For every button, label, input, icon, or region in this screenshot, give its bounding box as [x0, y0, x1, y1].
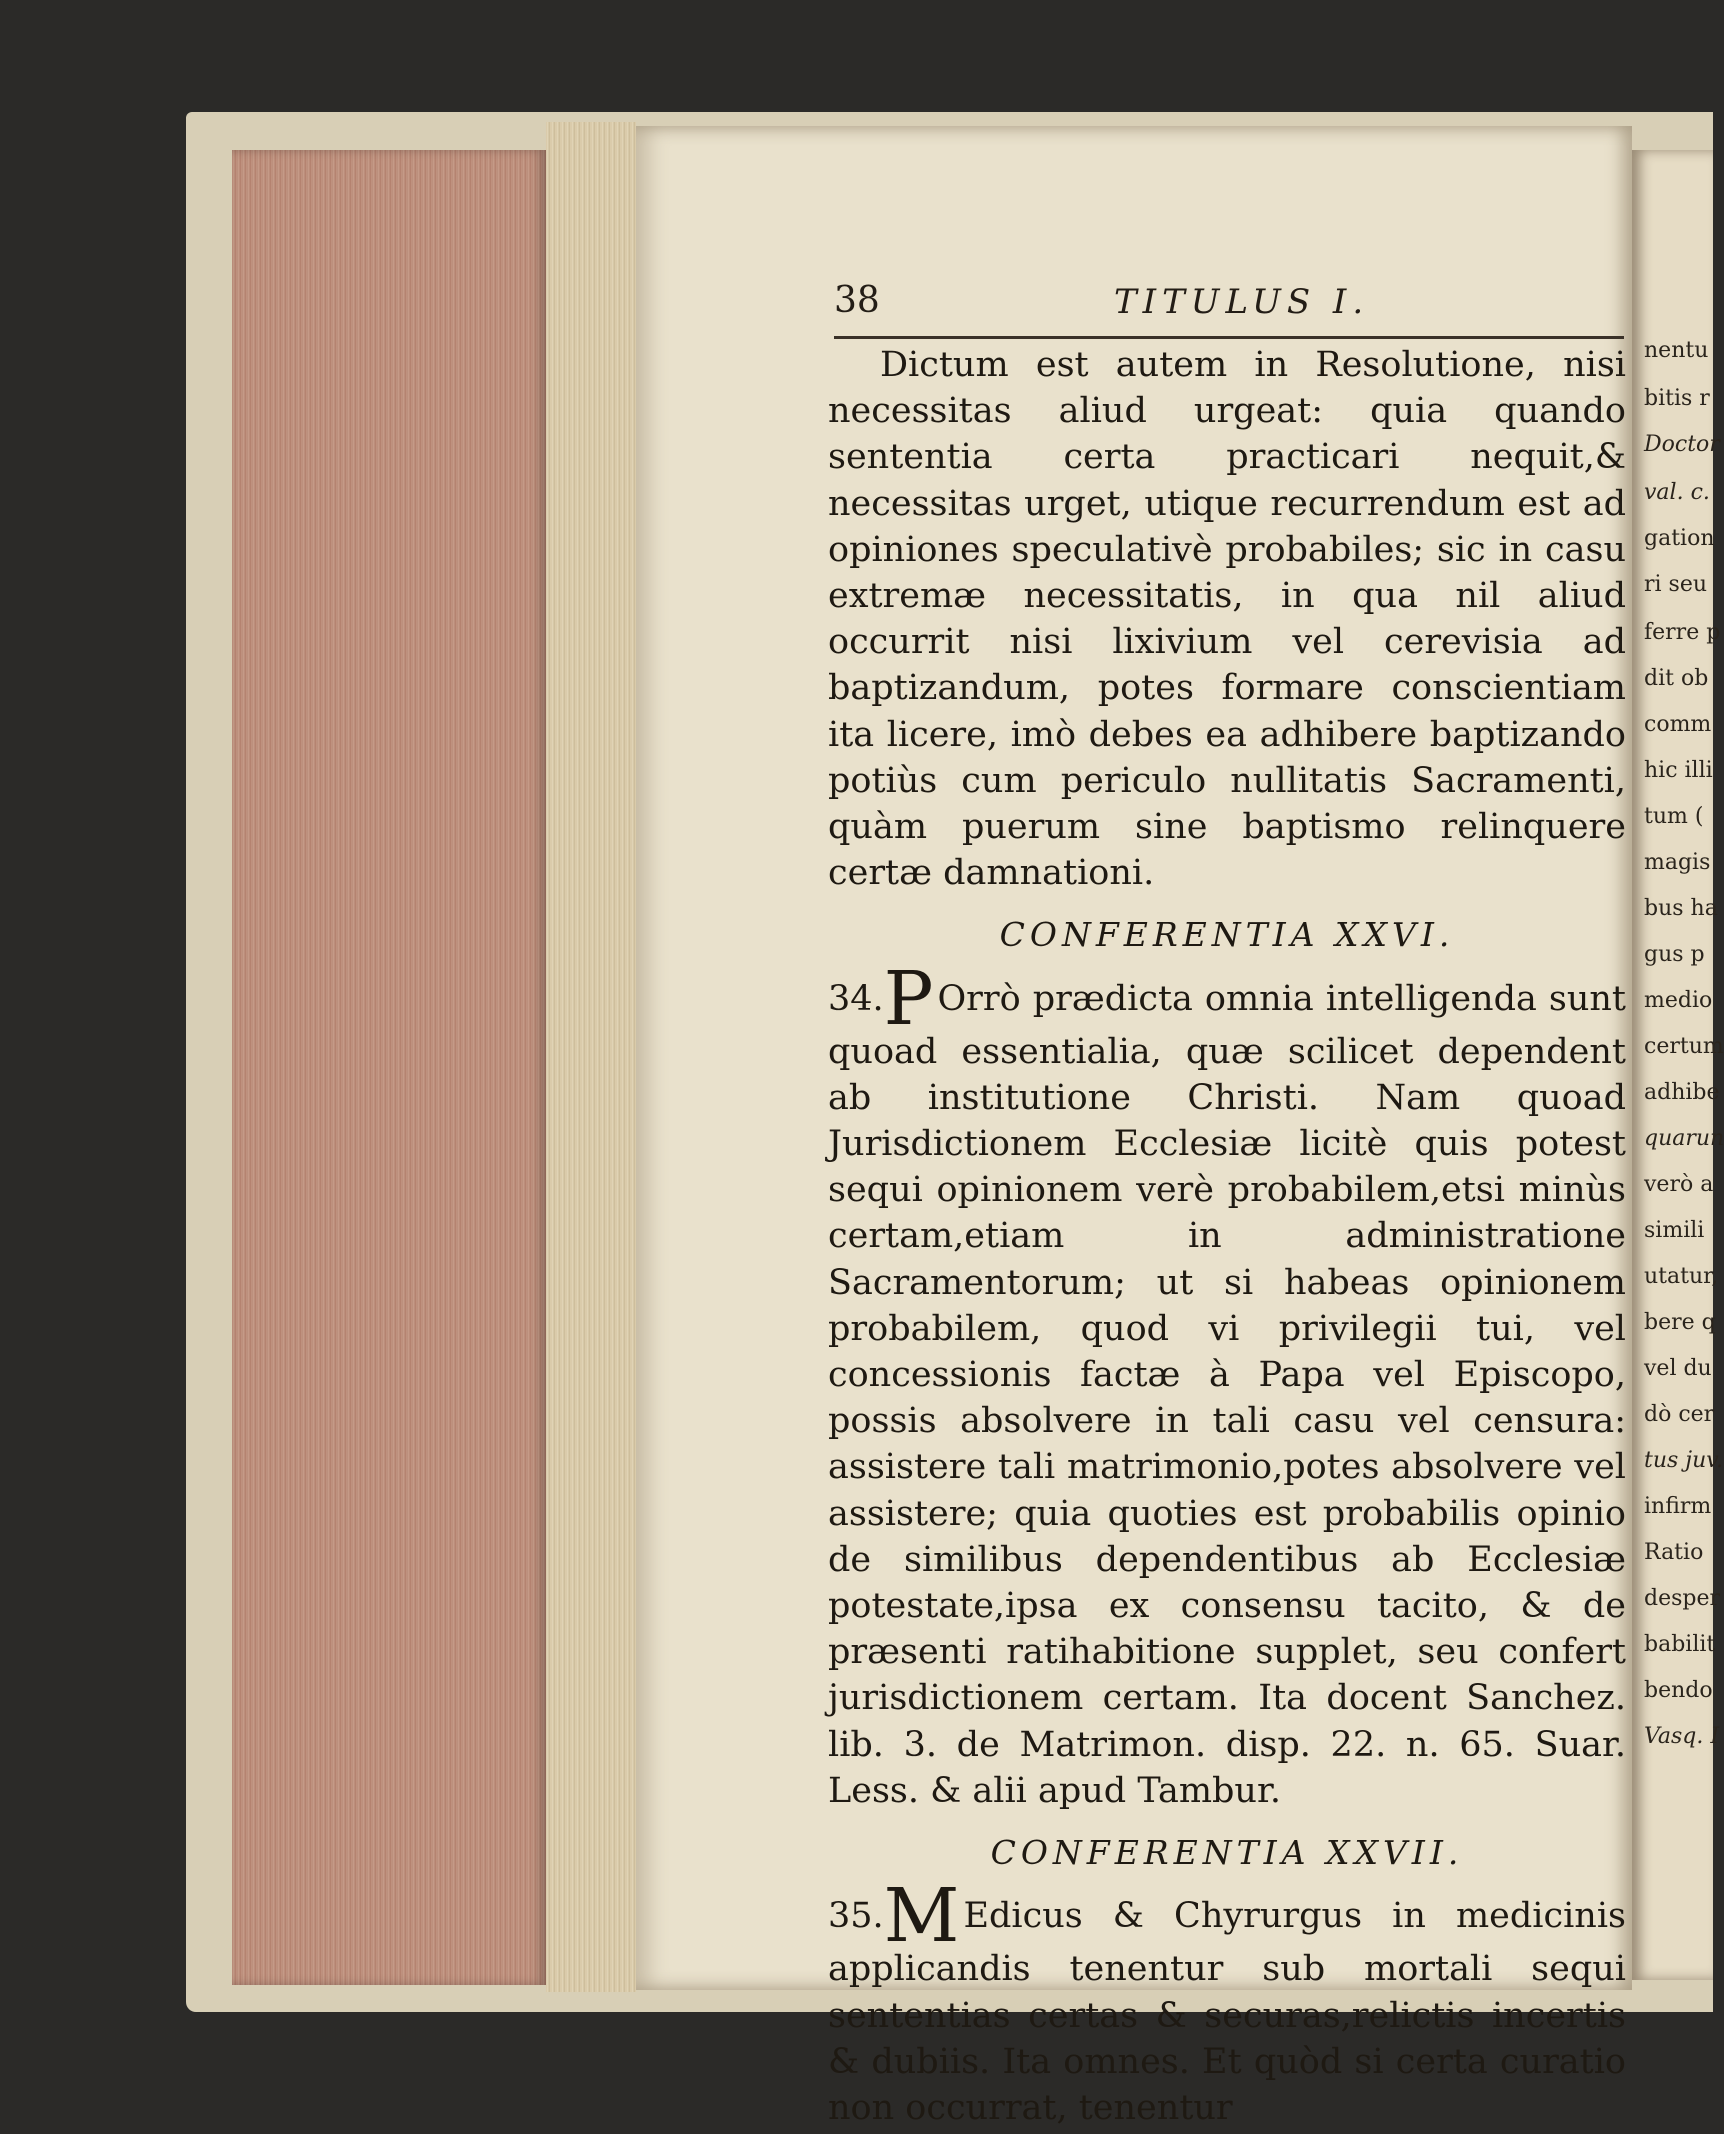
fragment-line: comm: [1644, 712, 1712, 737]
fragment-line: tum (: [1644, 804, 1704, 829]
fragment-line: bitis r: [1644, 386, 1710, 411]
fragment-line: Vasq. I: [1644, 1724, 1720, 1749]
fragment-line: certum: [1644, 1034, 1724, 1059]
fragment-line: nentu: [1644, 338, 1709, 363]
fragment-line: vel du: [1644, 1356, 1712, 1381]
fragment-line: simili: [1644, 1218, 1705, 1243]
fragment-line: infirm: [1644, 1494, 1712, 1519]
fragment-line: babilit: [1644, 1632, 1716, 1657]
fragment-line: magis: [1644, 850, 1711, 875]
fragment-line: dò cer: [1644, 1402, 1715, 1427]
fragment-line: ferre p: [1644, 620, 1721, 645]
fragment-line: utatur,: [1644, 1264, 1719, 1289]
page-block-edge: [546, 122, 636, 1992]
page-edges: [232, 150, 546, 1985]
fragment-line: bendo: [1644, 1678, 1713, 1703]
fragment-line: bus ha: [1644, 896, 1718, 921]
fragment-line: desper: [1644, 1586, 1721, 1611]
drop-cap: M: [883, 1873, 960, 1960]
body-text: [828, 342, 1626, 2131]
fragment-line: Doctor: [1644, 432, 1720, 457]
fragment-line: dit ob: [1644, 666, 1709, 691]
page-number: 38: [834, 280, 880, 321]
paragraph-number: 34.: [828, 978, 884, 1019]
fragment-line: adhibe: [1644, 1080, 1720, 1105]
paragraph-text: Orrò prædicta omnia intelligenda sunt quoad essentialia, quæ scilicet dependent ab institutione Christi. Nam quoad Jurisdictionem Ecclesiæ licitè quis potest sequi opinionem verè probabilem,etsi minùs certam,etiam in administratione Sacramentorum; ut si habeas opinionem probabilem, quod vi privilegii tui, vel concessionis factæ à Papa vel Episcopo, possis absolvere in tali casu vel censura: assistere tali matrimonio,potes absolvere vel assistere; quia quoties est probabilis opinio de similibus dependentibus ab Ecclesiæ potestate,ipsa ex consensu tacito, & de præsenti ratihabitione supplet, seu confert jurisdictionem certam. Ita docent Sanchez. lib. 3. de Matrimon. disp. 22. n. 65. Suar. Less. & alii apud Tambur.: [828, 978, 1626, 1811]
fragment-line: medio: [1644, 988, 1713, 1013]
fragment-line: Ratio: [1644, 1540, 1704, 1565]
header-rule: [834, 336, 1624, 339]
section-heading: CONFERENTIA XXVII.: [990, 1833, 1464, 1873]
fragment-line: verò a: [1644, 1172, 1714, 1197]
fragment-line: tus juv.: [1644, 1448, 1724, 1473]
numbered-paragraph: [828, 955, 1626, 1814]
fragment-line: val. c.: [1644, 480, 1710, 505]
paragraph-number: 35.: [828, 1896, 884, 1937]
drop-cap: P: [883, 955, 934, 1042]
fragment-line: ri seu: [1644, 572, 1708, 597]
page-title: TITULUS I.: [1114, 282, 1370, 322]
fragment-line: quarun: [1644, 1126, 1724, 1151]
fragment-line: bere q: [1644, 1310, 1716, 1335]
paragraph-text: Edicus & Chyrurgus in medicinis applicandis tenentur sub mortali sequi sententias certas & securas,relictis incertis & dubiis. Ita omnes. Et quòd si certa curatio non occurrat, tenentur: [828, 1896, 1626, 2128]
paragraph: Dictum est autem in Resolutione, nisi necessitas aliud urgeat: quia quando sententia certa practicari nequit,& necessitas urget, utique recurrendum est ad opiniones speculativè probabiles; sic in casu extremæ necessitatis, in qua nil aliud occurrit nisi lixivium vel cerevisia ad baptizandum, potes formare conscientiam ita licere, imò debes ea adhibere baptizando potiùs cum periculo nullitatis Sacramenti, quàm puerum sine baptismo relinquere certæ damnationi.: [828, 345, 1626, 894]
section-heading: CONFERENTIA XXVI.: [999, 915, 1455, 955]
running-head: [834, 280, 1624, 334]
fragment-line: hic illi: [1644, 758, 1713, 783]
numbered-paragraph: [828, 1873, 1626, 2131]
fragment-line: gus p: [1644, 942, 1705, 967]
fragment-line: gation: [1644, 526, 1715, 551]
facing-page-fragment: [1632, 150, 1724, 1980]
